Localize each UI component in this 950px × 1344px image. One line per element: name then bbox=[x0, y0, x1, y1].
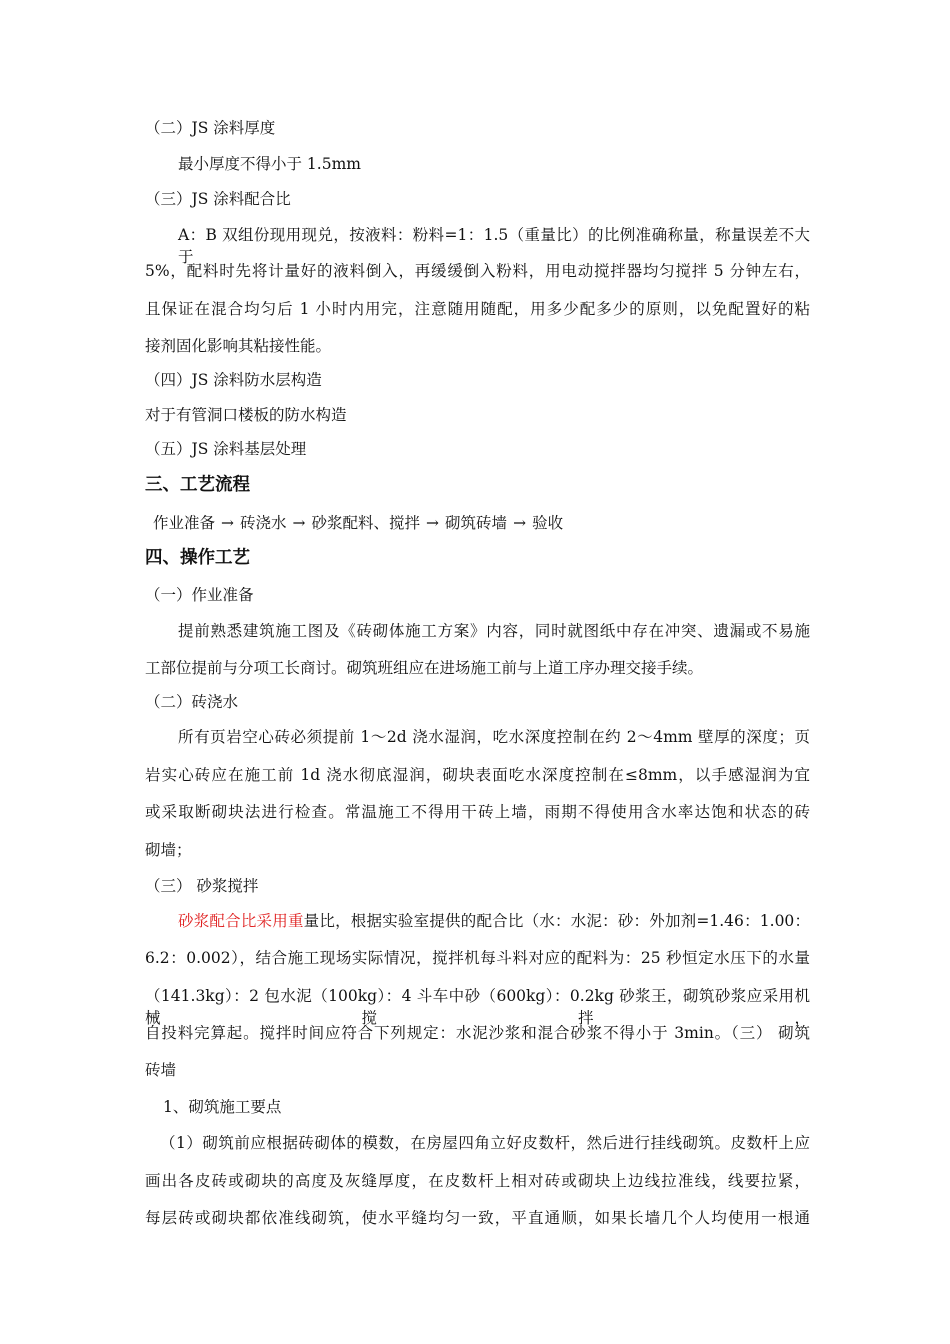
process-flow bbox=[153, 512, 818, 534]
arrow-right-icon: → bbox=[513, 514, 527, 532]
section-heading: （二）砖浇水 bbox=[145, 693, 239, 711]
section-heading: （五）JS 涂料基层处理 bbox=[145, 440, 307, 458]
arrow-right-icon: → bbox=[292, 514, 306, 532]
paragraph-line: 每层砖或砌块都依准线砌筑，使水平缝均匀一致，平直通顺，如果长墙几个人均使用一根通 bbox=[145, 1209, 810, 1227]
paragraph: 对于有管洞口楼板的防水构造 bbox=[145, 406, 347, 424]
paragraph-line: 所有页岩空心砖必须提前 1～2d 浇水湿润，吃水深度控制在约 2～4mm 壁厚的深度；页 bbox=[178, 728, 810, 746]
paragraph-line bbox=[178, 910, 810, 932]
paragraph-line: 且保证在混合均匀后 1 小时内用完，注意随用随配，用多少配多少的原则，以免配置好的粘 bbox=[145, 300, 810, 318]
arrow-right-icon: → bbox=[221, 514, 235, 532]
paragraph-line: 或采取断砌块法进行检查。常温施工不得用干砖上墙，雨期不得使用含水率达饱和状态的砖 bbox=[145, 803, 810, 821]
paragraph-line: （1）砌筑前应根据砖砌体的模数，在房屋四角立好皮数杆，然后进行挂线砌筑。皮数杆上应 bbox=[160, 1134, 810, 1152]
flow-step: 砌筑砖墙 bbox=[445, 514, 508, 532]
paragraph-line: 接剂固化影响其粘接性能。 bbox=[145, 337, 332, 355]
chapter-heading: 三、工艺流程 bbox=[145, 475, 250, 495]
section-heading: （二）JS 涂料厚度 bbox=[145, 119, 276, 137]
subsection-heading: 1、砌筑施工要点 bbox=[163, 1098, 282, 1116]
paragraph-line: 自投料完算起。搅拌时间应符合下列规定：水泥沙浆和混合砂浆不得小于 3min。（三） 砌筑 bbox=[145, 1024, 810, 1042]
section-heading: （一）作业准备 bbox=[145, 586, 254, 604]
flow-step: 作业准备 bbox=[153, 514, 216, 532]
paragraph-text: 量比，根据实验室提供的配合比（水：水泥：砂：外加剂=1.46：1.00： bbox=[303, 912, 810, 930]
paragraph-line: 岩实心砖应在施工前 1d 浇水彻底湿润，砌块表面吃水深度控制在≤8mm，以手感湿润为宜 bbox=[145, 766, 810, 784]
flow-step: 砖浇水 bbox=[240, 514, 287, 532]
section-heading: （三） 砂浆搅拌 bbox=[145, 877, 259, 895]
chapter-heading: 四、操作工艺 bbox=[145, 548, 250, 568]
section-heading: （四）JS 涂料防水层构造 bbox=[145, 371, 322, 389]
paragraph-line: 砖墙 bbox=[145, 1061, 177, 1079]
highlighted-text: 砂浆配合比采用重 bbox=[178, 912, 304, 930]
paragraph-line: 画出各皮砖或砌块的高度及灰缝厚度，在皮数杆上相对砖或砌块上边线拉准线，线要拉紧， bbox=[145, 1172, 810, 1190]
arrow-right-icon: → bbox=[426, 514, 440, 532]
paragraph: 最小厚度不得小于 1.5mm bbox=[178, 155, 361, 173]
paragraph-line: 砌墙； bbox=[145, 841, 192, 859]
paragraph-line: 6.2：0.002），结合施工现场实际情况，搅拌机每斗料对应的配料为：25 秒恒定水压下的水量 bbox=[145, 949, 810, 967]
flow-step: 验收 bbox=[532, 514, 564, 532]
paragraph-line: 提前熟悉建筑施工图及《砖砌体施工方案》内容，同时就图纸中存在冲突、遗漏或不易施 bbox=[178, 622, 810, 640]
flow-step: 砂浆配料、搅拌 bbox=[311, 514, 421, 532]
section-heading: （三）JS 涂料配合比 bbox=[145, 190, 291, 208]
paragraph-line: A：B 双组份现用现兑，按液料：粉料=1：1.5（重量比）的比例准确称量，称量误差不大于 bbox=[178, 226, 810, 266]
paragraph-line: 5%，配料时先将计量好的液料倒入，再缓缓倒入粉料，用电动搅拌器均匀搅拌 5 分钟左右， bbox=[145, 262, 810, 280]
paragraph-line: （141.3kg）：2 包水泥（100kg）：4 斗车中砂（600kg）：0.2kg 砂浆王，砌筑砂浆应采用机械搅拌， bbox=[145, 987, 810, 1027]
paragraph-line: 工部位提前与分项工长商讨。砌筑班组应在进场施工前与上道工序办理交接手续。 bbox=[145, 659, 704, 677]
